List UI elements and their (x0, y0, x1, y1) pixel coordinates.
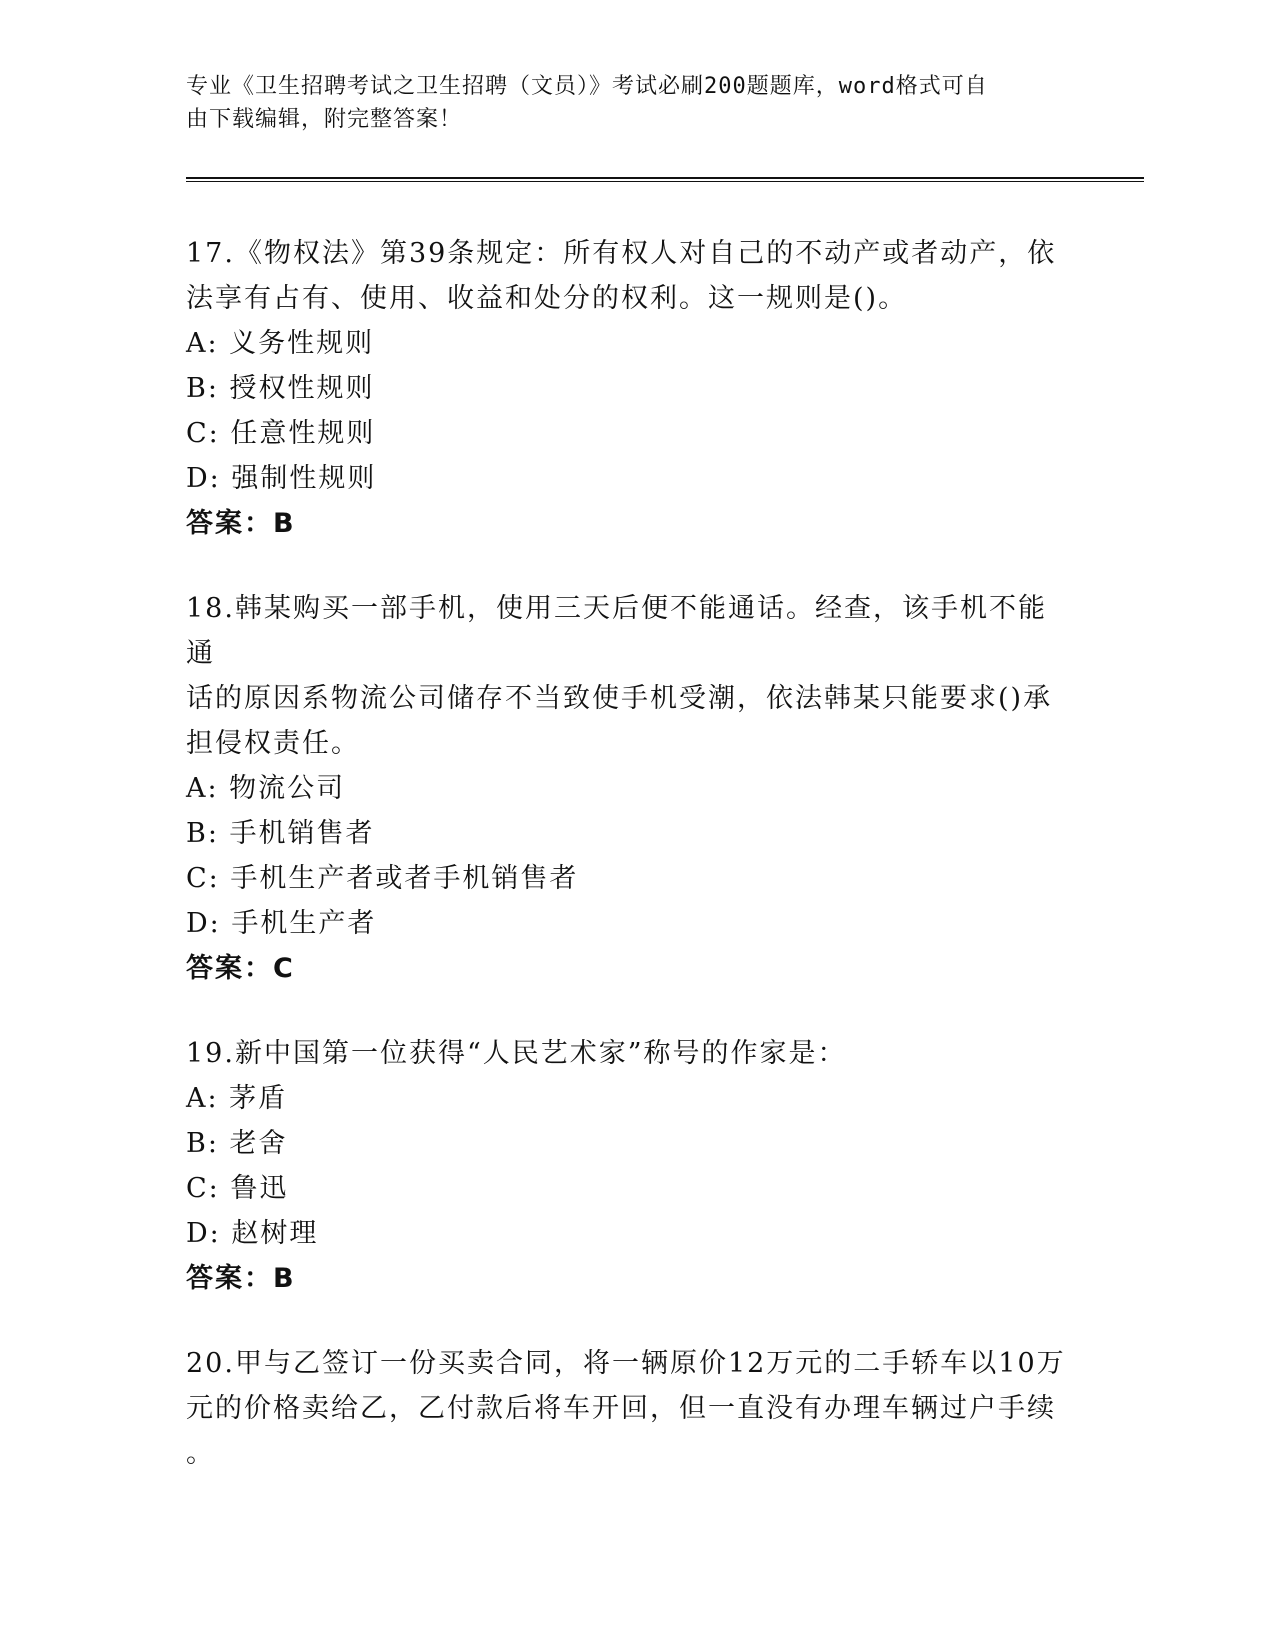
question-19 (186, 1031, 1066, 1301)
option-c: C: 任意性规则 (186, 418, 376, 449)
intro-line: 专业《卫生招聘考试之卫生招聘（文员）》考试必刷200题题库，word格式可自 (186, 74, 988, 99)
question-list (186, 231, 1066, 1516)
document-intro (186, 70, 1066, 136)
option-a: A: 物流公司 (186, 773, 346, 804)
question-text: 18.韩某购买一部手机，使用三天后便不能通话。经查，该手机不能通 (186, 593, 1047, 669)
intro-line: 由下载编辑，附完整答案！ (186, 107, 463, 132)
option-d: D: 强制性规则 (186, 463, 377, 494)
question-18 (186, 586, 1066, 991)
option-b: B: 授权性规则 (186, 373, 375, 404)
option-d: D: 手机生产者 (186, 908, 377, 939)
option-b: B: 手机销售者 (186, 818, 375, 849)
answer-label: 答案：B (186, 508, 296, 539)
answer-label: 答案：B (186, 1263, 296, 1294)
question-text: 担侵权责任。 (186, 728, 360, 759)
question-text: 20.甲与乙签订一份买卖合同，将一辆原价12万元的二手轿车以10万 (186, 1348, 1066, 1379)
option-c: C: 鲁迅 (186, 1173, 289, 1204)
option-c: C: 手机生产者或者手机销售者 (186, 863, 579, 894)
trailing-punctuation: 。 (186, 1438, 215, 1469)
question-text: 话的原因系物流公司储存不当致使手机受潮，依法韩某只能要求()承 (186, 683, 1053, 714)
question-text: 19.新中国第一位获得“人民艺术家”称号的作家是： (186, 1038, 847, 1069)
option-b: B: 老舍 (186, 1128, 288, 1159)
question-text: 17.《物权法》第39条规定：所有权人对自己的不动产或者动产，依 (186, 238, 1057, 269)
header-divider-thin (186, 181, 1144, 182)
question-text: 元的价格卖给乙，乙付款后将车开回，但一直没有办理车辆过户手续 (186, 1393, 1056, 1424)
option-a: A: 茅盾 (186, 1083, 288, 1114)
question-20 (186, 1341, 1066, 1476)
question-text: 法享有占有、使用、收益和处分的权利。这一规则是()。 (186, 283, 908, 314)
header-divider (186, 177, 1144, 179)
question-17 (186, 231, 1066, 546)
option-a: A: 义务性规则 (186, 328, 375, 359)
answer-label: 答案：C (186, 953, 295, 984)
option-d: D: 赵树理 (186, 1218, 319, 1249)
